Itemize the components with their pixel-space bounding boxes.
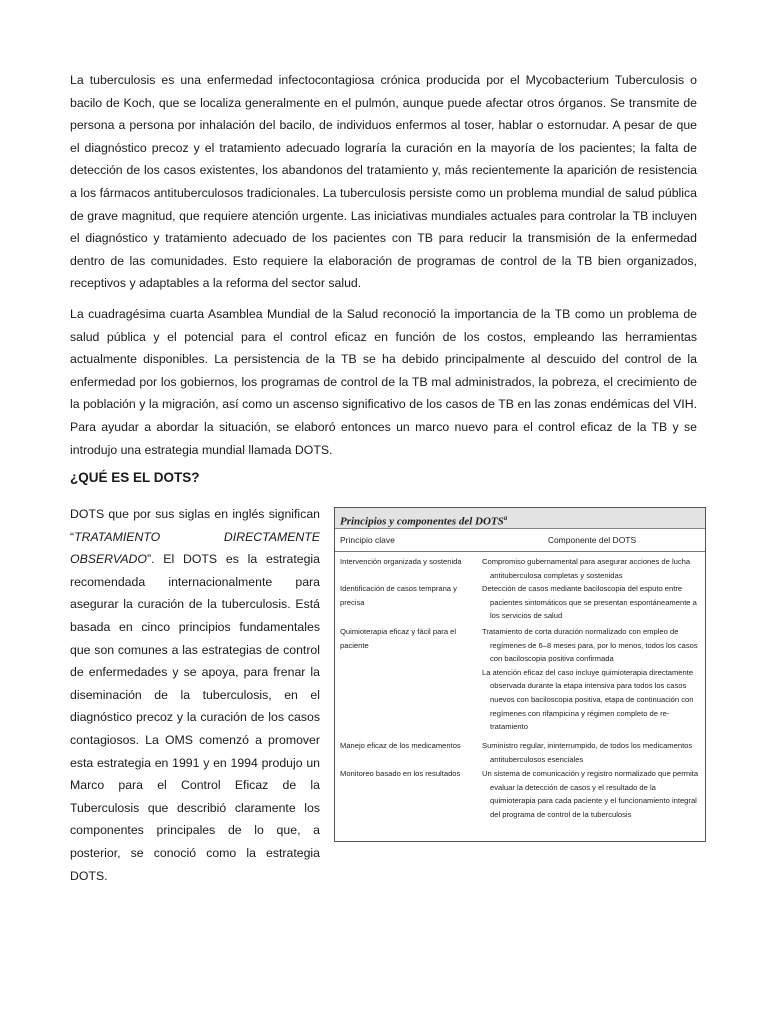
principle-cell: Identificación de casos temprana y precisa [340,584,457,607]
dots-table [334,507,706,842]
component-cell [482,625,705,739]
table-row [335,552,705,582]
component-cell [482,739,705,767]
component-text: Compromiso gubernamental para asegurar acciones de lucha antituberculosa completas y sostenidas [482,557,691,580]
principle-cell: Quimioterapia eficaz y fácil para el paciente [340,627,457,650]
principle-cell: Intervención organizada y sostenida [340,557,462,566]
table-header [335,529,705,552]
component-text: La atención eficaz del caso incluye quimioterapia directamente observada durante la etapa intensiva para todos los casos nuevos con baciloscopia positiva, etapa de continuación con regímenes con rifampicina y régimen completo de re-tratamiento [482,667,694,732]
assembly-paragraph: La cuadragésima cuarta Asamblea Mundial de la Salud reconoció la importancia de la TB como un problema de salud pública y el potencial para el control eficaz en función de los costos, empleando las herramientas actualmente disponibles. La persistencia de la TB se ha debido principalmente al descuido del control de la enfermedad por los gobiernos, los programas de control de la TB mal administrados, la pobreza, el crecimiento de la población y la migración, así como un ascenso significativo de los casos de TB en las zonas endémicas del VIH. Para ayudar a abordar la situación, se elaboró entonces un marco nuevo para el control eficaz de la TB y se introdujo una estrategia mundial llamada DOTS. [70,307,697,457]
dots-text-rest: ”. El DOTS es la estrategia recomendada internacionalmente para asegurar la curación de la tuberculosis. Está basada en cinco principios fundamentales que son comunes a las estrategias de control de enfermedades y se apoya, para frenar la diseminación de la tuberculosis, en el diagnóstico precoz y la curación de los casos contagiosos. La OMS comenzó a promover esta estrategia en 1991 y en 1994 produjo un Marco para el Control Eficaz de la Tuberculosis que describió claramente los componentes principales de lo que, a posterior, se conoció como la estrategia DOTS. [70,552,320,883]
col-principle-header: Principio clave [340,535,395,545]
table-row [335,767,705,837]
component-text: Tratamiento de corta duración normalizado con empleo de regímenes de 6–8 meses para, por lo menos, todos los casos con baciloscopia positiva confirmada [482,627,698,664]
dots-paragraph [70,503,320,887]
table-title [335,508,705,529]
principle-cell: Monitoreo basado en los resultados [340,769,461,778]
component-text: Detección de casos mediante baciloscopia del esputo entre pacientes sintomáticos que se presentan espontáneamente a los servicios de salud [482,584,697,621]
table-row [335,582,705,625]
component-text: Un sistema de comunicación y registro normalizado que permita evaluar la detección de casos y el resultado de la quimioterapia para cada paciente y el funcionamiento integral del programa de control de la tuberculosis [482,769,699,819]
table-row [335,739,705,767]
component-cell [482,555,705,582]
table-body [335,552,705,837]
table-title-mark: a [503,514,508,522]
intro-paragraph: La tuberculosis es una enfermedad infectocontagiosa crónica producida por el Mycobacterium Tuberculosis o bacilo de Koch, que se localiza generalmente en el pulmón, aunque puede afectar otros órganos. Se transmite de persona a persona por inhalación del bacilo, de individuos enfermos al toser, hablar o estornudar. A pesar de que el diagnóstico precoz y el tratamiento adecuado lograría la curación en la mayoría de los pacientes; la falta de detección de los casos existentes, los abandonos del tratamiento y, más recientemente la aparición de resistencia a los fármacos antituberculosos tradicionales. La tuberculosis persiste como un problema mundial de salud pública de grave magnitud, que requiere atención urgente. Las iniciativas mundiales actuales para controlar la TB incluyen el diagnóstico y tratamiento adecuado de los pacientes con TB para reducir la transmisión de la enfermedad dentro de las comunidades. Esto requiere la elaboración de programas de control de la TB bien organizados, receptivos y adaptables a la reforma del sector salud. [70,73,697,291]
component-text: Suministro regular, ininterrumpido, de todos los medicamentos antituberculosos esenciales [482,741,693,764]
table-row [335,625,705,739]
dots-text-start: DOTS que por sus siglas en inglés significan “ [70,507,320,544]
table-title-text: Principios y componentes del DOTS [340,515,504,528]
dots-emphasis: TRATAMIENTO DIRECTAMENTE OBSERVADO [70,529,320,567]
principle-cell: Manejo eficaz de los medicamentos [340,741,461,750]
component-cell [482,582,705,625]
col-component-header: Componente del DOTS [547,535,637,545]
section-heading: ¿QUÉ ES EL DOTS? [70,470,200,485]
component-cell [482,767,705,837]
